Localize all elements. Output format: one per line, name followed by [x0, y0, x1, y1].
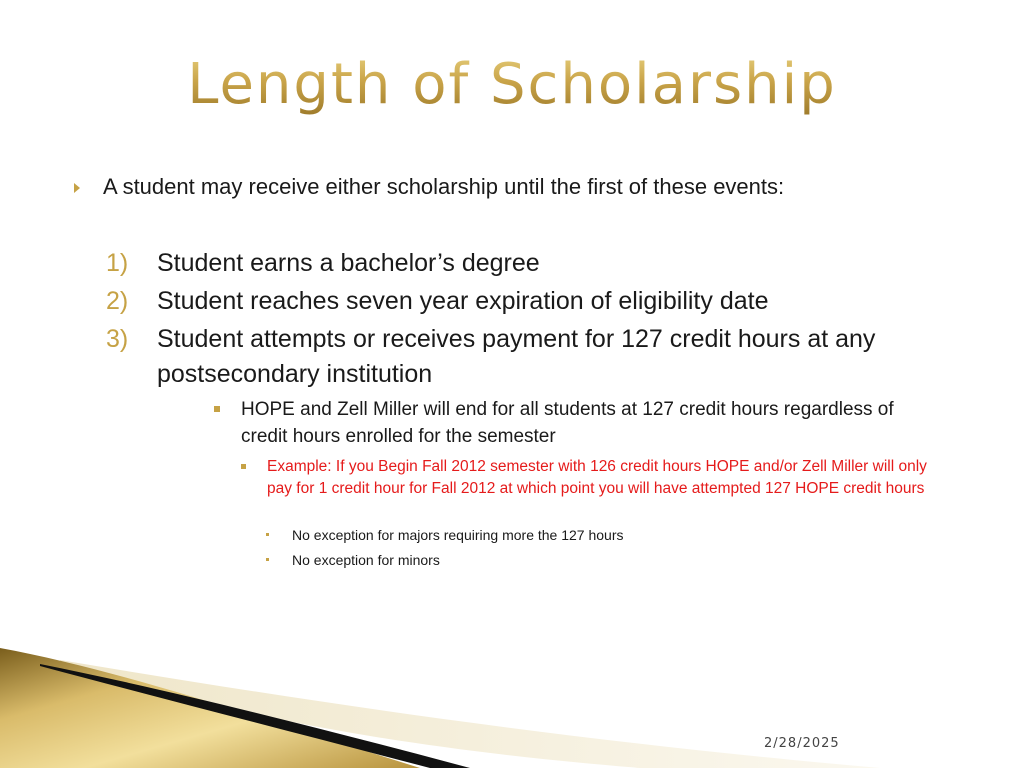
gold-swoosh-decoration: [0, 640, 1024, 768]
arrow-bullet-icon: [74, 183, 80, 193]
square-bullet-icon: [241, 464, 246, 469]
square-bullet-icon: [214, 406, 220, 412]
list-number: 3): [106, 325, 129, 353]
exception-text: No exception for minors: [292, 552, 440, 568]
exception-text: No exception for majors requiring more the 127 hours: [292, 527, 624, 543]
example-point: [241, 456, 951, 500]
sub-point: [214, 396, 914, 450]
list-number: 1): [106, 249, 129, 277]
slide-title: Length of Scholarship: [0, 52, 1024, 117]
list-item-text: Student attempts or receives payment for 127 credit hours at any postsecondary institution: [157, 325, 876, 388]
sub-point-text: HOPE and Zell Miller will end for all students at 127 credit hours regardless of credit hours enrolled for the semester: [241, 399, 894, 447]
example-text: Example: If you Begin Fall 2012 semester with 126 credit hours HOPE and/or Zell Miller will only pay for 1 credit hour for Fall 2012 at which point you will have attempted 127 HOPE credit hours: [267, 458, 927, 497]
events-list: [104, 246, 944, 395]
exception-item: [266, 551, 766, 569]
list-item: [104, 284, 944, 319]
exception-item: [266, 526, 766, 544]
list-number: 2): [106, 287, 129, 315]
list-item: [104, 322, 944, 392]
list-item-text: Student reaches seven year expiration of eligibility date: [157, 287, 769, 315]
intro-text: A student may receive either scholarship until the first of these events:: [103, 174, 785, 199]
list-item: [104, 246, 944, 281]
slide-date: 2/28/2025: [764, 736, 840, 751]
dot-bullet-icon: [266, 558, 269, 561]
list-item-text: Student earns a bachelor’s degree: [157, 249, 540, 277]
dot-bullet-icon: [266, 533, 269, 536]
